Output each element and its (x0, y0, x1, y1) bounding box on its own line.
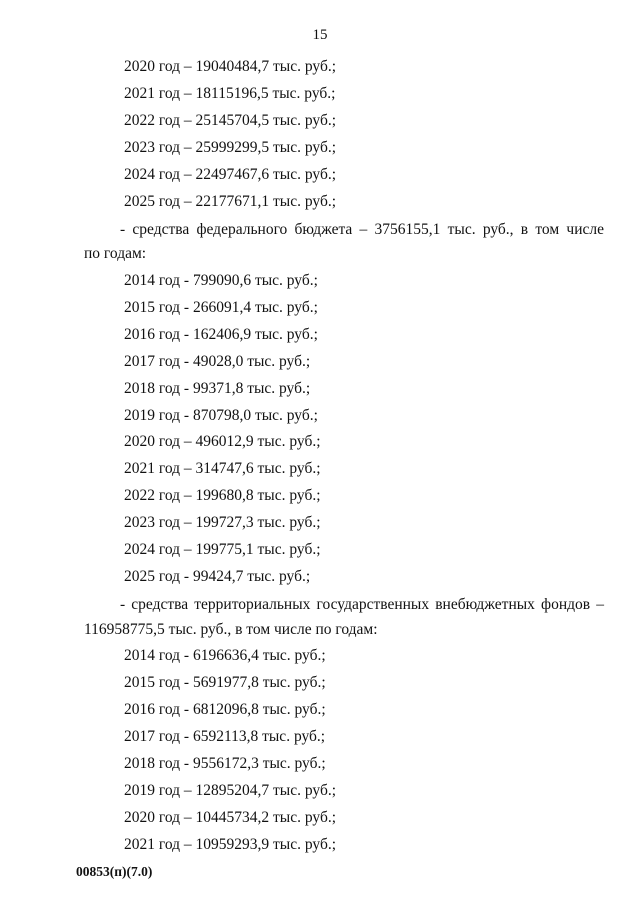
federal-line-2019: 2019 год - 870798,0 тыс. руб.; (124, 407, 318, 424)
federal-line-2025: 2025 год - 99424,7 тыс. руб.; (124, 568, 311, 585)
federal-line-2023: 2023 год – 199727,3 тыс. руб.; (124, 514, 321, 531)
federal-line-2021: 2021 год – 314747,6 тыс. руб.; (124, 460, 321, 477)
budget-line-2021: 2021 год – 18115196,5 тыс. руб.; (124, 85, 336, 102)
federal-line-2022: 2022 год – 199680,8 тыс. руб.; (124, 487, 321, 504)
budget-line-2022: 2022 год – 25145704,5 тыс. руб.; (124, 112, 337, 129)
territorial-line-2021: 2021 год – 10959293,9 тыс. руб.; (124, 836, 337, 853)
federal-line-2024: 2024 год – 199775,1 тыс. руб.; (124, 541, 321, 558)
federal-line-2018: 2018 год - 99371,8 тыс. руб.; (124, 380, 311, 397)
budget-line-2025: 2025 год – 22177671,1 тыс. руб.; (124, 193, 337, 210)
budget-line-2020: 2020 год – 19040484,7 тыс. руб.; (124, 58, 337, 75)
territorial-line-2016: 2016 год - 6812096,8 тыс. руб.; (124, 701, 326, 718)
federal-budget-heading: - средства федерального бюджета – 3756155,1 тыс. руб., в том числе (120, 221, 604, 238)
budget-line-2023: 2023 год – 25999299,5 тыс. руб.; (124, 139, 337, 156)
federal-line-2020: 2020 год – 496012,9 тыс. руб.; (124, 433, 321, 450)
budget-line-2024: 2024 год – 22497467,6 тыс. руб.; (124, 166, 337, 183)
territorial-line-2018: 2018 год - 9556172,3 тыс. руб.; (124, 755, 326, 772)
territorial-funds-heading-cont: 116958775,5 тыс. руб., в том числе по годам: (84, 621, 378, 638)
federal-line-2017: 2017 год - 49028,0 тыс. руб.; (124, 353, 311, 370)
federal-line-2015: 2015 год - 266091,4 тыс. руб.; (124, 299, 318, 316)
territorial-line-2019: 2019 год – 12895204,7 тыс. руб.; (124, 782, 337, 799)
federal-line-2014: 2014 год - 799090,6 тыс. руб.; (124, 272, 318, 289)
federal-budget-heading-cont: по годам: (84, 245, 147, 262)
territorial-line-2017: 2017 год - 6592113,8 тыс. руб.; (124, 728, 326, 745)
territorial-line-2020: 2020 год – 10445734,2 тыс. руб.; (124, 809, 337, 826)
page-number: 15 (312, 27, 328, 43)
territorial-funds-heading: - средства территориальных государственных внебюджетных фондов – (120, 596, 604, 613)
territorial-line-2014: 2014 год - 6196636,4 тыс. руб.; (124, 647, 326, 664)
territorial-line-2015: 2015 год - 5691977,8 тыс. руб.; (124, 674, 326, 691)
federal-line-2016: 2016 год - 162406,9 тыс. руб.; (124, 326, 318, 343)
document-code: 00853(п)(7.0) (76, 864, 153, 879)
